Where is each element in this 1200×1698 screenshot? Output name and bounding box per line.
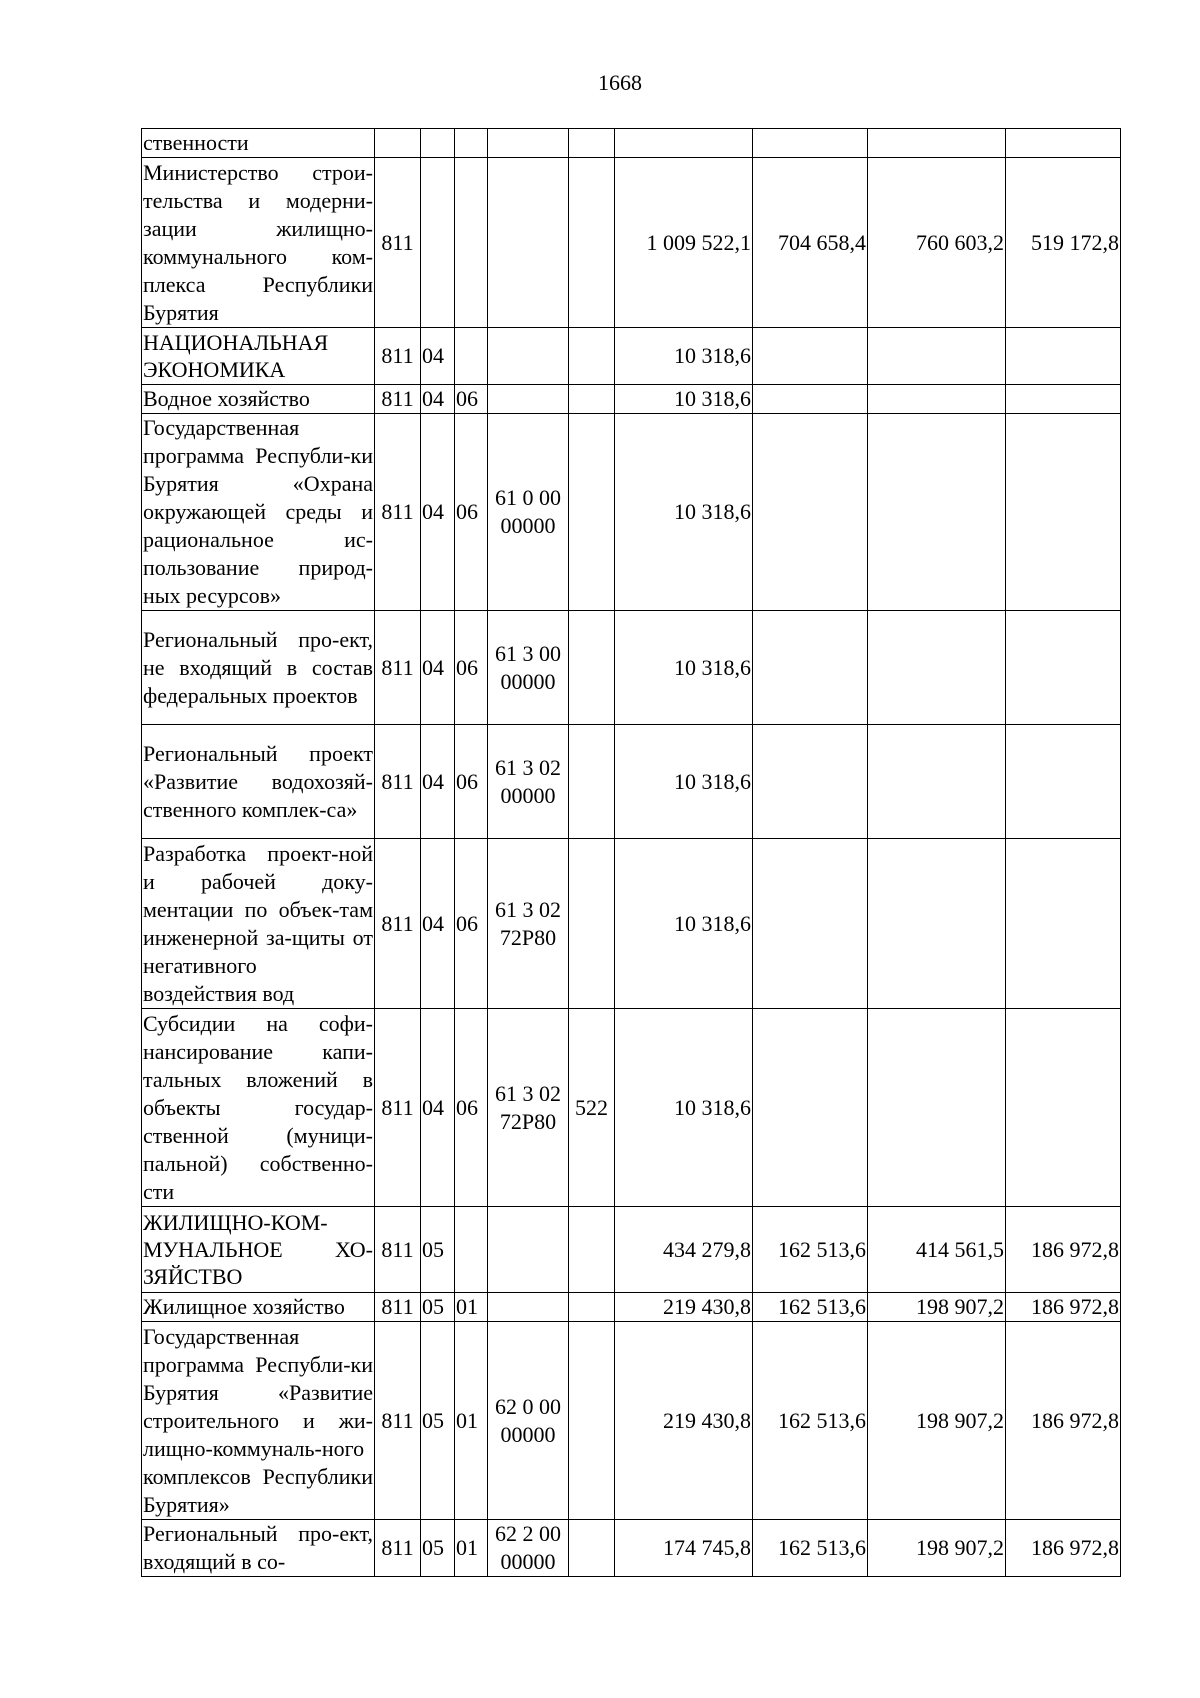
- amount-cell-3: [868, 611, 1006, 725]
- amount-cell-3: 414 561,5: [868, 1207, 1006, 1293]
- subsection-code-cell: 06: [455, 611, 488, 725]
- table-row: [142, 725, 1121, 839]
- table-row: [142, 385, 1121, 414]
- table-row: [142, 839, 1121, 1009]
- amount-cell-3: [868, 839, 1006, 1009]
- target-article-cell: [488, 385, 569, 414]
- target-article-cell: [488, 1322, 569, 1520]
- amount-cell-2: [753, 611, 868, 725]
- target-article-line-2: 00000: [500, 513, 556, 538]
- amount-cell-2: [753, 328, 868, 385]
- amount-cell-2: 162 513,6: [753, 1520, 868, 1577]
- expense-type-cell: [569, 725, 615, 839]
- expense-type-cell: [569, 1520, 615, 1577]
- amount-cell-1: 10 318,6: [615, 414, 753, 611]
- amount-cell-1: 10 318,6: [615, 1009, 753, 1207]
- ministry-code-cell: 811: [375, 385, 421, 414]
- expense-type-cell: 522: [569, 1009, 615, 1207]
- budget-table: [141, 128, 1121, 1577]
- amount-cell-2: [753, 1009, 868, 1207]
- amount-cell-1: 10 318,6: [615, 839, 753, 1009]
- amount-cell-1: 10 318,6: [615, 385, 753, 414]
- section-code-cell: [421, 158, 455, 328]
- expense-type-cell: [569, 611, 615, 725]
- table-row: [142, 414, 1121, 611]
- amount-cell-2: [753, 839, 868, 1009]
- item-name-cell: Региональный про-ект, не входящий в состав федеральных проектов: [142, 611, 375, 725]
- amount-cell-1: 434 279,8: [615, 1207, 753, 1293]
- subsection-code-cell: [455, 1207, 488, 1293]
- ministry-code-cell: 811: [375, 328, 421, 385]
- amount-cell-4: [1006, 611, 1121, 725]
- amount-cell-4: [1006, 414, 1121, 611]
- expense-type-cell: [569, 1322, 615, 1520]
- amount-cell-1: 219 430,8: [615, 1322, 753, 1520]
- amount-cell-4: [1006, 1009, 1121, 1207]
- item-name-cell: ЖИЛИЩНО-КОМ-МУНАЛЬНОЕ ХО-ЗЯЙСТВО: [142, 1207, 375, 1293]
- item-name-cell: Министерство строи-тельства и модерни-зации жилищно-коммунального ком-плекса Республики Бурятия: [142, 158, 375, 328]
- table-row: [142, 1322, 1121, 1520]
- amount-cell-3: 198 907,2: [868, 1293, 1006, 1322]
- subsection-code-cell: 01: [455, 1322, 488, 1520]
- table-row: [142, 611, 1121, 725]
- amount-cell-2: [753, 414, 868, 611]
- amount-cell-2: 704 658,4: [753, 158, 868, 328]
- subsection-code-cell: 06: [455, 385, 488, 414]
- target-article-cell: [488, 1009, 569, 1207]
- section-code-cell: 04: [421, 611, 455, 725]
- section-code-cell: 05: [421, 1520, 455, 1577]
- target-article-cell: [488, 328, 569, 385]
- amount-cell-4: [1006, 385, 1121, 414]
- amount-cell-1: 174 745,8: [615, 1520, 753, 1577]
- section-code-cell: 04: [421, 839, 455, 1009]
- amount-cell-4: [1006, 839, 1121, 1009]
- ministry-code-cell: 811: [375, 158, 421, 328]
- amount-cell-2: [753, 129, 868, 158]
- item-name-cell: Жилищное хозяйство: [142, 1293, 375, 1322]
- amount-cell-2: 162 513,6: [753, 1322, 868, 1520]
- expense-type-cell: [569, 414, 615, 611]
- item-name-cell: НАЦИОНАЛЬНАЯ ЭКОНОМИКА: [142, 328, 375, 385]
- ministry-code-cell: 811: [375, 1207, 421, 1293]
- amount-cell-4: 519 172,8: [1006, 158, 1121, 328]
- expense-type-cell: [569, 1293, 615, 1322]
- section-code-cell: 04: [421, 385, 455, 414]
- target-article-line-1: 61 0 00: [495, 485, 561, 510]
- target-article-cell: [488, 839, 569, 1009]
- target-article-cell: [488, 725, 569, 839]
- section-code-cell: 04: [421, 414, 455, 611]
- target-article-line-2: 72Р80: [499, 924, 557, 950]
- target-article-line-1: 61 3 00: [495, 640, 561, 666]
- table-row: [142, 328, 1121, 385]
- ministry-code-cell: [375, 129, 421, 158]
- amount-cell-4: 186 972,8: [1006, 1322, 1121, 1520]
- target-article-line-1: 62 2 00: [495, 1521, 561, 1546]
- expense-type-cell: [569, 129, 615, 158]
- target-article-line-2: 00000: [500, 1549, 556, 1574]
- amount-cell-1: 1 009 522,1: [615, 158, 753, 328]
- table-row: [142, 1293, 1121, 1322]
- subsection-code-cell: 01: [455, 1520, 488, 1577]
- section-code-cell: 05: [421, 1293, 455, 1322]
- ministry-code-cell: 811: [375, 839, 421, 1009]
- target-article-line-2: 00000: [500, 782, 556, 808]
- amount-cell-3: [868, 1009, 1006, 1207]
- amount-cell-4: 186 972,8: [1006, 1520, 1121, 1577]
- table-row: [142, 1520, 1121, 1577]
- ministry-code-cell: 811: [375, 611, 421, 725]
- amount-cell-1: 10 318,6: [615, 328, 753, 385]
- amount-cell-1: 10 318,6: [615, 611, 753, 725]
- amount-cell-4: 186 972,8: [1006, 1207, 1121, 1293]
- target-article-line-1: 61 3 02: [495, 896, 561, 922]
- page-number: 1668: [598, 70, 642, 95]
- item-name-cell: Региональный проект «Развитие водохозяй-ственного комплек-са»: [142, 725, 375, 839]
- item-name-cell: Государственная программа Республи-ки Бурятия «Развитие строительного и жи-лищно-коммуналь-ного комплексов Республики Бурятия»: [142, 1322, 375, 1520]
- ministry-code-cell: 811: [375, 725, 421, 839]
- subsection-code-cell: 06: [455, 414, 488, 611]
- amount-cell-4: [1006, 725, 1121, 839]
- table-row: [142, 1207, 1121, 1293]
- section-code-cell: 04: [421, 725, 455, 839]
- amount-cell-3: [868, 725, 1006, 839]
- amount-cell-1: 10 318,6: [615, 725, 753, 839]
- amount-cell-1: 219 430,8: [615, 1293, 753, 1322]
- expense-type-cell: [569, 385, 615, 414]
- ministry-code-cell: 811: [375, 1009, 421, 1207]
- table-row: [142, 1009, 1121, 1207]
- amount-cell-3: 198 907,2: [868, 1322, 1006, 1520]
- subsection-code-cell: [455, 328, 488, 385]
- subsection-code-cell: 06: [455, 725, 488, 839]
- expense-type-cell: [569, 839, 615, 1009]
- target-article-line-1: 61 3 02: [495, 1080, 561, 1106]
- amount-cell-3: 198 907,2: [868, 1520, 1006, 1577]
- amount-cell-4: [1006, 328, 1121, 385]
- expense-type-cell: [569, 328, 615, 385]
- amount-cell-3: [868, 385, 1006, 414]
- expense-type-cell: [569, 1207, 615, 1293]
- ministry-code-cell: 811: [375, 1520, 421, 1577]
- target-article-line-2: 00000: [500, 1421, 556, 1447]
- amount-cell-1: [615, 129, 753, 158]
- item-name-cell: Водное хозяйство: [142, 385, 375, 414]
- table-row: [142, 158, 1121, 328]
- amount-cell-3: [868, 129, 1006, 158]
- amount-cell-3: 760 603,2: [868, 158, 1006, 328]
- section-code-cell: 04: [421, 1009, 455, 1207]
- target-article-line-2: 72Р80: [499, 1108, 557, 1134]
- target-article-line-1: 62 0 00: [495, 1393, 561, 1419]
- target-article-cell: [488, 1520, 569, 1577]
- item-name-cell: Разработка проект-ной и рабочей доку-ментации по объек-там инженерной за-щиты от негативного воздействия вод: [142, 839, 375, 1009]
- amount-cell-3: [868, 328, 1006, 385]
- item-name-cell: Субсидии на софи-нансирование капи-тальных вложений в объекты государ-ственной (муници-пальной) собственно-сти: [142, 1009, 375, 1207]
- target-article-cell: [488, 1293, 569, 1322]
- ministry-code-cell: 811: [375, 1322, 421, 1520]
- section-code-cell: [421, 129, 455, 158]
- target-article-line-2: 00000: [500, 668, 556, 694]
- target-article-cell: [488, 414, 569, 611]
- ministry-code-cell: 811: [375, 414, 421, 611]
- target-article-line-1: 61 3 02: [495, 754, 561, 780]
- target-article-cell: [488, 611, 569, 725]
- expense-type-cell: [569, 158, 615, 328]
- item-name-cell: ственности: [142, 129, 375, 158]
- section-code-cell: 05: [421, 1322, 455, 1520]
- item-name-cell: Государственная программа Республи-ки Бурятия «Охрана окружающей среды и рациональное ис-пользование природ-ных ресурсов»: [142, 414, 375, 611]
- target-article-cell: [488, 1207, 569, 1293]
- table-body: [142, 129, 1121, 1577]
- item-name-cell: Региональный про-ект, входящий в со-: [142, 1520, 375, 1577]
- subsection-code-cell: [455, 158, 488, 328]
- table-row: [142, 129, 1121, 158]
- amount-cell-2: [753, 385, 868, 414]
- subsection-code-cell: [455, 129, 488, 158]
- amount-cell-3: [868, 414, 1006, 611]
- amount-cell-2: 162 513,6: [753, 1207, 868, 1293]
- target-article-cell: [488, 129, 569, 158]
- section-code-cell: 04: [421, 328, 455, 385]
- amount-cell-2: 162 513,6: [753, 1293, 868, 1322]
- subsection-code-cell: 06: [455, 839, 488, 1009]
- ministry-code-cell: 811: [375, 1293, 421, 1322]
- target-article-cell: [488, 158, 569, 328]
- section-code-cell: 05: [421, 1207, 455, 1293]
- amount-cell-4: 186 972,8: [1006, 1293, 1121, 1322]
- subsection-code-cell: 06: [455, 1009, 488, 1207]
- amount-cell-2: [753, 725, 868, 839]
- subsection-code-cell: 01: [455, 1293, 488, 1322]
- amount-cell-4: [1006, 129, 1121, 158]
